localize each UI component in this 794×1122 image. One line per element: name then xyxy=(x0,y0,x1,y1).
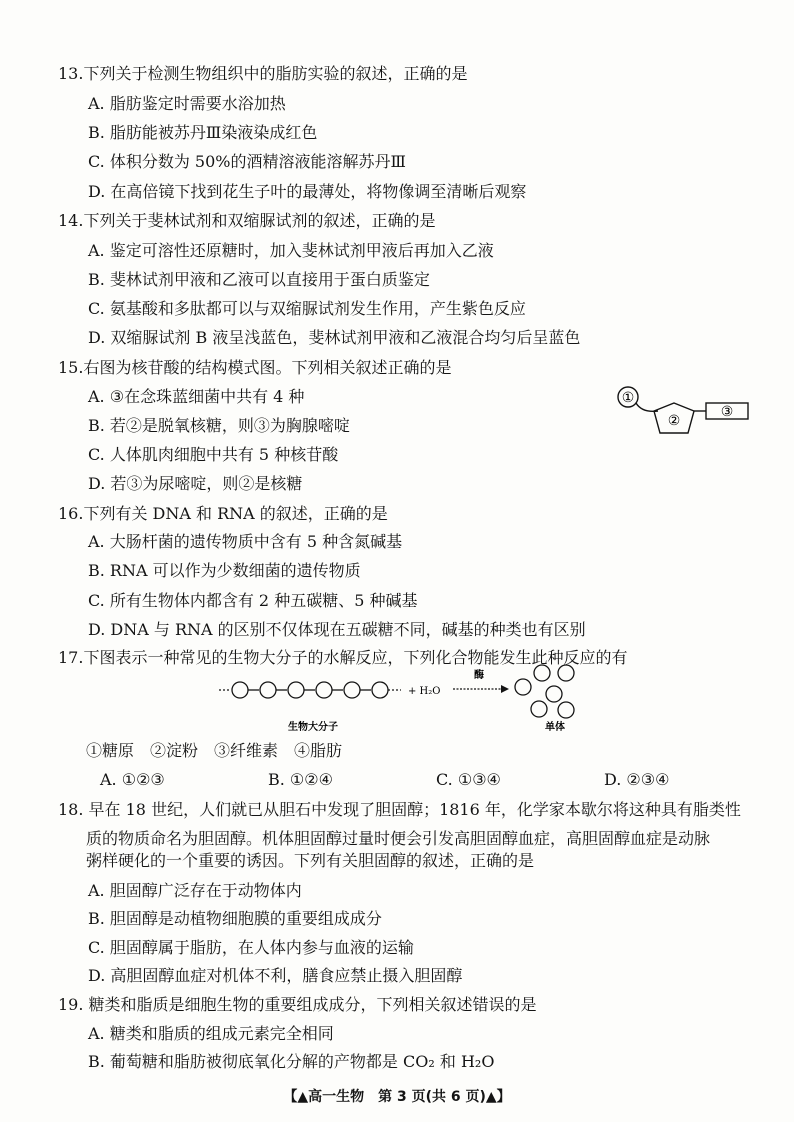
question-17-option-a: A. ①②③ xyxy=(100,770,165,789)
question-13-option-b: B. 脂肪能被苏丹Ⅲ染液染成红色 xyxy=(88,123,318,142)
question-13-option-c: C. 体积分数为 50%的酒精溶液能溶解苏丹Ⅲ xyxy=(88,152,406,171)
sugar-label: ② xyxy=(667,413,681,429)
monomer-circles xyxy=(515,665,574,718)
question-17-compounds: ①糖原 ②淀粉 ③纤维素 ④脂肪 xyxy=(86,741,343,760)
question-16-option-b: B. RNA 可以作为少数细菌的遗传物质 xyxy=(88,561,361,580)
question-14-option-b: B. 斐林试剂甲液和乙液可以直接用于蛋白质鉴定 xyxy=(88,270,430,289)
question-13-option-a: A. 脂肪鉴定时需要水浴加热 xyxy=(88,94,286,113)
question-15-option-c: C. 人体肌肉细胞中共有 5 种核苷酸 xyxy=(88,445,339,464)
question-15-stem: 15.右图为核苷酸的结构模式图。下列相关叙述正确的是 xyxy=(58,358,452,377)
question-19-option-b: B. 葡萄糖和脂肪被彻底氧化分解的产物都是 CO₂ 和 H₂O xyxy=(88,1052,495,1071)
page-footer: 【▲高一生物 第 3 页(共 6 页)▲】 xyxy=(283,1089,511,1105)
question-18-stem-line-2: 质的物质命名为胆固醇。机体胆固醇过量时便会引发高胆固醇血症，高胆固醇血症是动脉 xyxy=(86,829,711,848)
question-18-option-d: D. 高胆固醇血症对机体不利，膳食应禁止摄入胆固醇 xyxy=(88,966,463,985)
question-14-option-d: D. 双缩脲试剂 B 液呈浅蓝色，斐林试剂甲液和乙液混合均匀后呈蓝色 xyxy=(88,328,581,347)
question-15-option-b: B. 若②是脱氧核糖，则③为胸腺嘧啶 xyxy=(88,416,350,435)
question-18-option-a: A. 胆固醇广泛存在于动物体内 xyxy=(88,881,302,900)
question-18-stem-line-3: 粥样硬化的一个重要的诱因。下列有关胆固醇的叙述，正确的是 xyxy=(86,851,535,870)
base-label: ③ xyxy=(720,404,734,420)
question-13-stem: 13.下列关于检测生物组织中的脂肪实验的叙述，正确的是 xyxy=(58,64,468,83)
question-17-option-b: B. ①②④ xyxy=(268,770,333,789)
question-14-option-c: C. 氨基酸和多肽都可以与双缩脲试剂发生作用，产生紫色反应 xyxy=(88,299,526,318)
reaction-arrowhead xyxy=(501,685,509,693)
question-14-option-a: A. 鉴定可溶性还原糖时，加入斐林试剂甲液后再加入乙液 xyxy=(88,241,494,260)
question-13-option-d: D. 在高倍镜下找到花生子叶的最薄处，将物像调至清晰后观察 xyxy=(88,182,527,201)
hydrolysis-diagram xyxy=(215,660,575,742)
question-18-stem-line-1: 18. 早在 18 世纪，人们就已从胆石中发现了胆固醇；1816 年，化学家本歇尔将这种具有脂类性 xyxy=(58,800,741,819)
water-label: + H₂O xyxy=(408,686,441,697)
enzyme-label: 酶 xyxy=(474,670,484,681)
question-16-option-a: A. 大肠杆菌的遗传物质中含有 5 种含氮碱基 xyxy=(88,532,403,551)
question-19-stem: 19. 糖类和脂质是细胞生物的重要组成成分，下列相关叙述错误的是 xyxy=(58,995,537,1014)
question-17-stem: 17.下图表示一种常见的生物大分子的水解反应，下列化合物能发生此种反应的有 xyxy=(58,648,628,667)
phosphate-label: ① xyxy=(621,390,635,406)
question-15-option-d: D. 若③为尿嘧啶，则②是核糖 xyxy=(88,474,303,493)
polymer-chain xyxy=(219,682,401,698)
question-17-option-c: C. ①③④ xyxy=(436,770,501,789)
question-16-stem: 16.下列有关 DNA 和 RNA 的叙述，正确的是 xyxy=(58,504,388,523)
question-16-option-c: C. 所有生物体内都含有 2 种五碳糖、5 种碱基 xyxy=(88,591,418,610)
polymer-label: 生物大分子 xyxy=(288,722,338,733)
monomer-label: 单体 xyxy=(545,722,565,733)
question-17-option-d: D. ②③④ xyxy=(604,770,670,789)
question-15-option-a: A. ③在念珠蓝细菌中共有 4 种 xyxy=(88,387,305,406)
question-19-option-a: A. 糖类和脂质的组成元素完全相同 xyxy=(88,1024,334,1043)
question-16-option-d: D. DNA 与 RNA 的区别不仅体现在五碳糖不同，碱基的种类也有区别 xyxy=(88,620,586,639)
question-18-option-b: B. 胆固醇是动植物细胞膜的重要组成成分 xyxy=(88,909,382,928)
question-18-option-c: C. 胆固醇属于脂肪，在人体内参与血液的运输 xyxy=(88,938,414,957)
question-14-stem: 14.下列关于斐林试剂和双缩脲试剂的叙述，正确的是 xyxy=(58,211,436,230)
nucleotide-diagram xyxy=(608,383,758,443)
